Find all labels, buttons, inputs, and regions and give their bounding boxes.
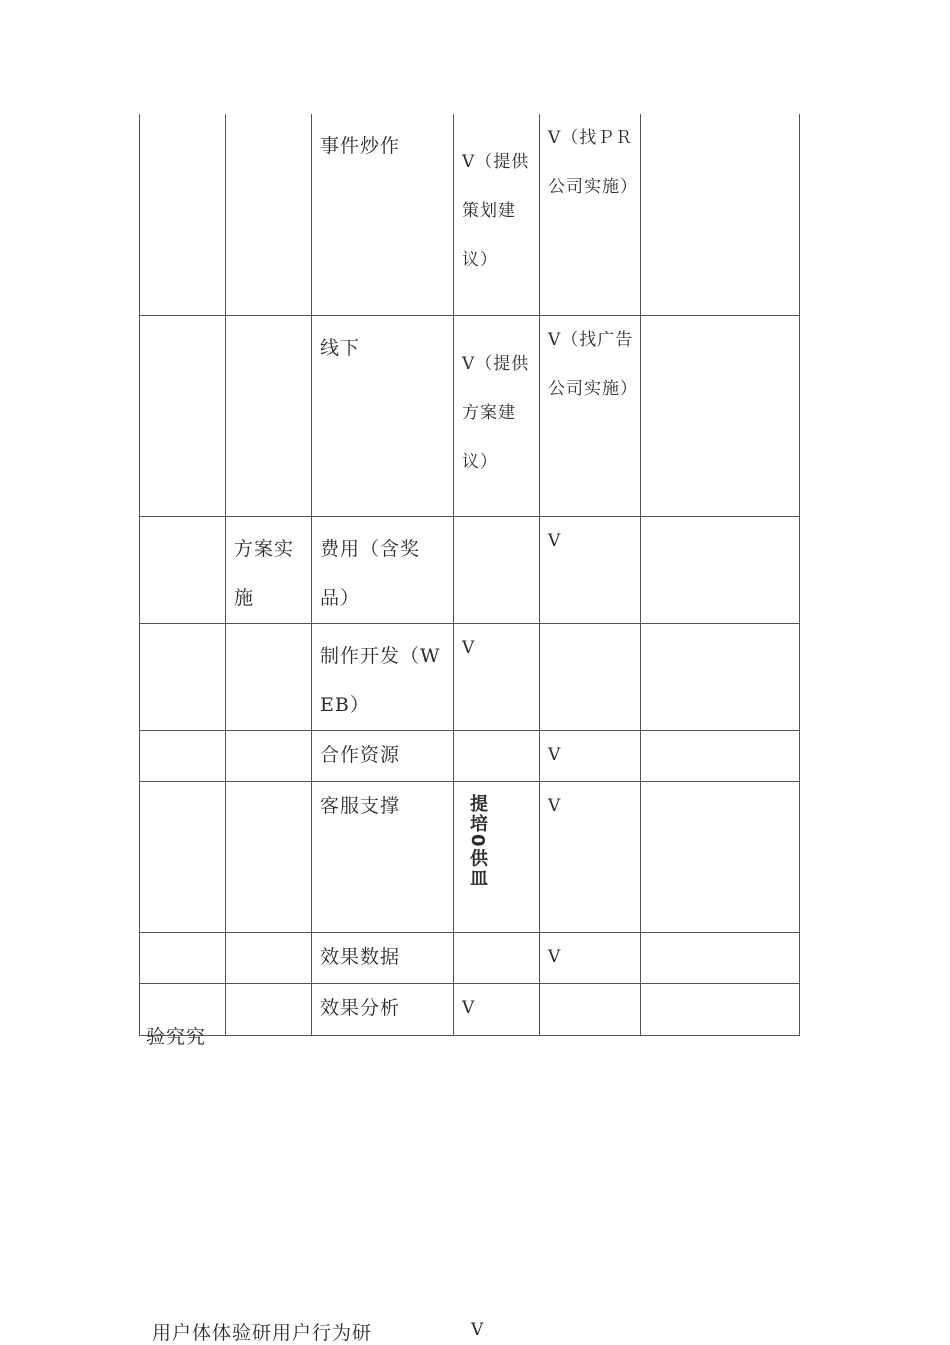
cell-col5: V（找广告公司实施） [540, 315, 641, 516]
cell-col5: V [540, 516, 641, 623]
cell-col4 [454, 516, 540, 623]
table-row [140, 983, 800, 1035]
cell-col6 [641, 932, 800, 983]
cell-col1 [140, 516, 226, 623]
table-row [140, 781, 800, 932]
cell-col2 [226, 623, 312, 730]
cell-phase: 方案实施 [226, 516, 312, 623]
cell-col6 [641, 516, 800, 623]
cell-item: 合作资源 [312, 730, 454, 781]
cell-col4: V [454, 623, 540, 730]
table-row [140, 114, 800, 315]
cell-col4 [454, 781, 540, 932]
cell-col4: V（提供方案建议） [454, 315, 540, 516]
cell-item: 费用（含奖品） [312, 516, 454, 623]
cell-col6 [641, 315, 800, 516]
cell-col6 [641, 781, 800, 932]
bottom-row-text: 用户体体验研用户行为研 [152, 1322, 373, 1344]
cell-col6 [641, 983, 800, 1035]
cell-col1 [140, 114, 226, 315]
cell-col1 [140, 781, 226, 932]
cell-col5: V（找ＰＲ公司实施） [540, 114, 641, 315]
cell-col1 [140, 932, 226, 983]
cell-item: 效果分析 [312, 983, 454, 1035]
cell-col5: V [540, 781, 641, 932]
cell-col1 [140, 623, 226, 730]
cell-item: 客服支撑 [312, 781, 454, 932]
cell-item: 事件炒作 [312, 114, 454, 315]
cell-item: 制作开发（WEB） [312, 623, 454, 730]
cell-col4: V（提供策划建议） [454, 114, 540, 315]
table-row [140, 516, 800, 623]
bottom-row-mark: V [471, 1320, 484, 1340]
cell-col4 [454, 730, 540, 781]
cell-col2 [226, 781, 312, 932]
table-row [140, 730, 800, 781]
table-row [140, 932, 800, 983]
cell-item: 线下 [312, 315, 454, 516]
cell-col5: V [540, 730, 641, 781]
cell-col2 [226, 932, 312, 983]
cell-col4 [454, 932, 540, 983]
cell-col2 [226, 315, 312, 516]
responsibility-table [139, 114, 800, 1036]
cell-col6 [641, 730, 800, 781]
table-footnote: 验究究 [146, 1026, 207, 1048]
cell-col2 [226, 983, 312, 1035]
cell-col4: V [454, 983, 540, 1035]
cell-item: 效果数据 [312, 932, 454, 983]
table-row [140, 315, 800, 516]
cell-col5: V [540, 932, 641, 983]
cell-col2 [226, 730, 312, 781]
cell-col1 [140, 315, 226, 516]
table-row [140, 623, 800, 730]
cell-col6 [641, 623, 800, 730]
cell-col5 [540, 983, 641, 1035]
rotated-text: 提培0供皿 [467, 793, 488, 889]
cell-col5 [540, 623, 641, 730]
cell-col6 [641, 114, 800, 315]
cell-col1 [140, 730, 226, 781]
cell-col2 [226, 114, 312, 315]
